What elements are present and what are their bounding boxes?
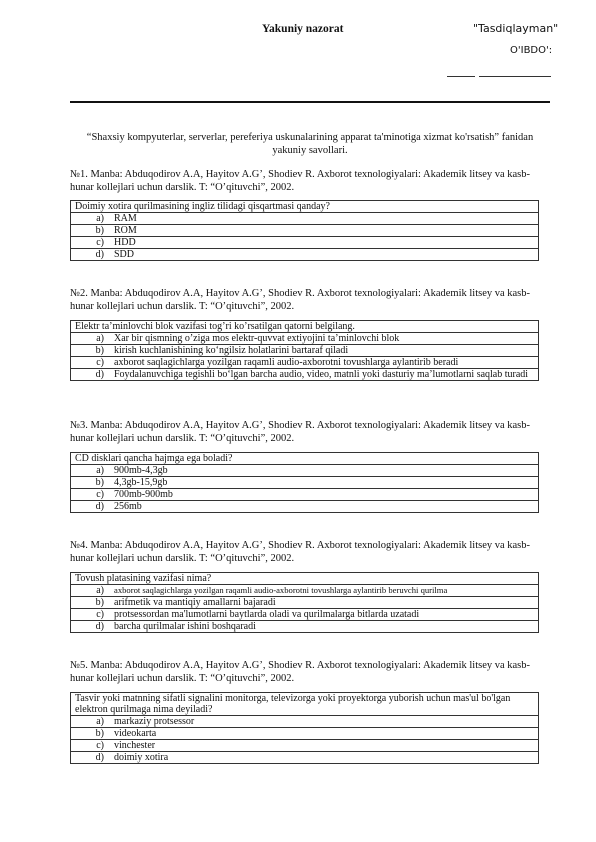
option-text: Xar bir qismning o’ziga mos elektr-quvvat extiyojini ta’minlovchi blok [110,333,539,345]
approval-label: "Tasdiqlayman" [473,22,559,35]
question-text: Elektr ta’minlovchi blok vazifasi tog’ri ko’rsatilgan qatorni belgilang. [71,321,539,333]
question-row [71,453,539,465]
question-table [70,572,539,633]
header-separator [70,101,550,103]
option-label: d) [71,621,111,633]
option-text: kirish kuchlanishining ko‘ngilsiz holatlarini bartaraf qiladi [110,345,539,357]
option-label: b) [71,225,111,237]
option-text: 900mb-4,3gb [110,465,539,477]
option-row [71,728,539,740]
option-row [71,345,539,357]
signature-line-short [447,76,475,77]
option-row [71,585,539,597]
option-row [71,716,539,728]
option-row [71,597,539,609]
option-label: a) [71,716,111,728]
option-label: b) [71,477,111,489]
option-label: b) [71,728,111,740]
option-label: d) [71,369,111,381]
question-source: №3. Manba: Abduqodirov A.A, Hayitov A.G’, Shodiev R. Axborot texnologiyalari: Akademik litsey va kasb-hunar kollejlari uchun darslik. T: “O’qituvchi”, 2002. [70,420,531,444]
option-text: doimiy xotira [110,752,539,764]
question-row [71,573,539,585]
option-label: d) [71,249,111,261]
option-label: b) [71,597,111,609]
option-row [71,609,539,621]
option-label: c) [71,357,111,369]
option-label: c) [71,740,111,752]
intro-heading: “Shaxsiy kompyuterlar, serverlar, pereferiya uskunalarining apparat ta'minotiga xizmat ko'rsatish” fanidan yakuniy savollari. [86,132,534,156]
option-label: a) [71,333,111,345]
question-table [70,692,539,764]
option-text: 4,3gb-15,9gb [110,477,539,489]
option-text: barcha qurilmalar ishini boshqaradi [110,621,539,633]
question-text: CD disklari qancha hajmga ega boladi? [71,453,539,465]
question-row [71,201,539,213]
question-row [71,321,539,333]
document-title: Yakuniy nazorat [262,23,344,35]
option-row [71,249,539,261]
option-text: 700mb-900mb [110,489,539,501]
option-row [71,357,539,369]
option-row [71,621,539,633]
option-text: axborot saqlagichlarga yozilgan raqamli audio-axborotni tovushlarga aylantirib beradi [110,357,539,369]
option-row [71,501,539,513]
option-text: axborot saqlagichlarga yozilgan raqamli audio-axborotni tovushlarga aylantirib beruvchi qurilma [110,585,539,597]
option-text: Foydalanuvchiga tegishli bo‘lgan barcha audio, video, matnli yoki dasturiy ma’lumotlarni saqlab turadi [110,369,539,381]
option-text: ROM [110,225,539,237]
option-text: 256mb [110,501,539,513]
option-label: a) [71,213,111,225]
question-text: Doimiy xotira qurilmasining ingliz tilidagi qisqartmasi qanday? [71,201,539,213]
option-row [71,489,539,501]
option-text: RAM [110,213,539,225]
option-row [71,369,539,381]
question-table [70,200,539,261]
organization-label: O'IBDO': [510,45,553,56]
option-row [71,213,539,225]
question-row [71,693,539,716]
option-row [71,225,539,237]
option-text: SDD [110,249,539,261]
option-label: a) [71,465,111,477]
option-row [71,752,539,764]
option-label: d) [71,752,111,764]
option-text: protsessordan ma'lumotlarni baytlarda oladi va qurilmalarga bitlarda uzatadi [110,609,539,621]
option-label: b) [71,345,111,357]
option-row [71,237,539,249]
option-row [71,477,539,489]
option-label: a) [71,585,111,597]
question-source: №4. Manba: Abduqodirov A.A, Hayitov A.G’, Shodiev R. Axborot texnologiyalari: Akademik litsey va kasb-hunar kollejlari uchun darslik. T: “O’qituvchi”, 2002. [70,540,531,564]
signature-line-long [479,76,551,77]
question-table [70,320,539,381]
option-text: markaziy protsessor [110,716,539,728]
question-text: Tovush platasining vazifasi nima? [71,573,539,585]
option-text: HDD [110,237,539,249]
option-row [71,740,539,752]
option-label: c) [71,489,111,501]
option-label: c) [71,609,111,621]
question-source: №5. Manba: Abduqodirov A.A, Hayitov A.G’, Shodiev R. Axborot texnologiyalari: Akademik litsey va kasb-hunar kollejlari uchun darslik. T: “O’qituvchi”, 2002. [70,660,531,684]
question-text: Tasvir yoki matnning sifatli signalini monitorga, televizorga yoki proyektorga yuborish uchun mas'ul bo'lgan elektron qurilmaga nima deyiladi? [71,693,539,716]
option-label: c) [71,237,111,249]
option-label: d) [71,501,111,513]
option-row [71,333,539,345]
question-source: №1. Manba: Abduqodirov A.A, Hayitov A.G’, Shodiev R. Axborot texnologiyalari: Akademik litsey va kasb-hunar kollejlari uchun darslik. T: “O’qituvchi”, 2002. [70,169,531,193]
question-source: №2. Manba: Abduqodirov A.A, Hayitov A.G’, Shodiev R. Axborot texnologiyalari: Akademik litsey va kasb-hunar kollejlari uchun darslik. T: “O’qituvchi”, 2002. [70,288,531,312]
question-table [70,452,539,513]
option-text: vinchester [110,740,539,752]
option-text: arifmetik va mantiqiy amallarni bajaradi [110,597,539,609]
option-row [71,465,539,477]
option-text: videokarta [110,728,539,740]
